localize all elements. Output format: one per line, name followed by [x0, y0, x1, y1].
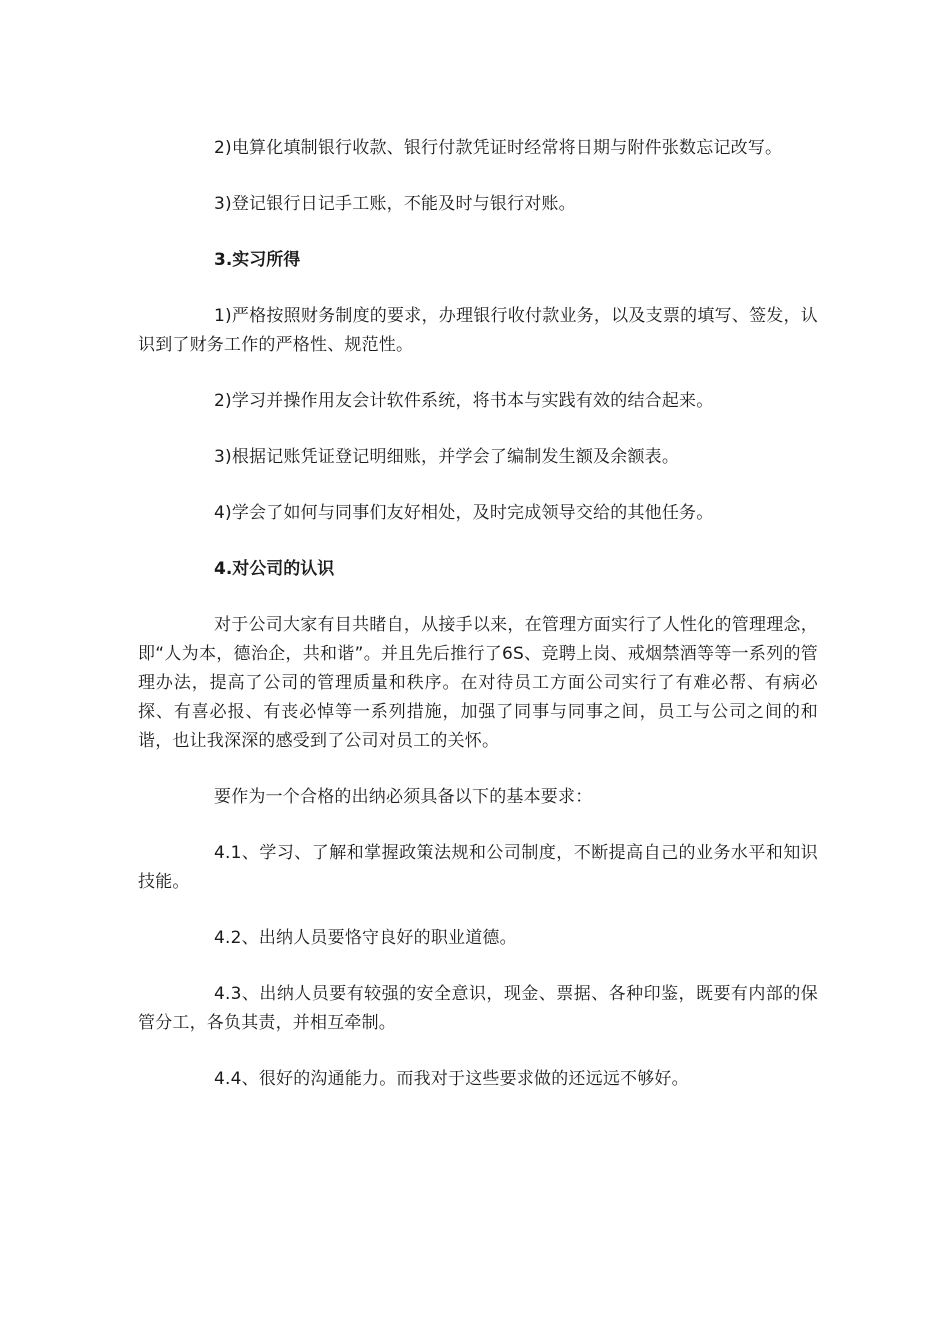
paragraph-gain-4: 4)学会了如何与同事们友好相处，及时完成领导交给的其他任务。	[214, 503, 714, 523]
paragraph-2-error: 2)电算化填制银行收款、银行付款凭证时经常将日期与附件张数忘记改写。	[214, 138, 783, 158]
document-body	[138, 134, 818, 1094]
paragraph-gain-2: 2)学习并操作用友会计软件系统，将书本与实践有效的结合起来。	[214, 391, 714, 411]
paragraph-requirement-4-1: 4.1、学习、了解和掌握政策法规和公司制度，不断提高自己的业务水平和知识技能。	[138, 843, 818, 892]
paragraph-gain-3: 3)根据记账凭证登记明细账，并学会了编制发生额及余额表。	[214, 447, 680, 467]
paragraph-requirement-4-2: 4.2、出纳人员要恪守良好的职业道德。	[214, 928, 517, 948]
paragraph-requirements-intro: 要作为一个合格的出纳必须具备以下的基本要求：	[214, 787, 593, 807]
paragraph-gain-1: 1)严格按照财务制度的要求，办理银行收付款业务，以及支票的填写、签发，认识到了财务工作的严格性、规范性。	[138, 306, 818, 355]
section-heading-company: 4.对公司的认识	[214, 559, 335, 579]
paragraph-company: 对于公司大家有目共睹自，从接手以来，在管理方面实行了人性化的管理理念，即“人为本，德治企，共和谐”。并且先后推行了6S、竞聘上岗、戒烟禁酒等等一系列的管理办法，提高了公司的管理质量和秩序。在对待员工方面公司实行了有难必帮、有病必探、有喜必报、有丧必悼等一系列措施，加强了同事与同事之间，员工与公司之间的和谐，也让我深深的感受到了公司对员工的关怀。	[138, 615, 818, 751]
paragraph-requirement-4-3: 4.3、出纳人员要有较强的安全意识，现金、票据、各种印鉴，既要有内部的保管分工，各负其责，并相互牵制。	[138, 984, 818, 1033]
section-heading-gains: 3.实习所得	[214, 250, 301, 270]
paragraph-requirement-4-4: 4.4、很好的沟通能力。而我对于这些要求做的还远远不够好。	[214, 1069, 689, 1089]
paragraph-3-error: 3)登记银行日记手工账，不能及时与银行对账。	[214, 194, 576, 214]
